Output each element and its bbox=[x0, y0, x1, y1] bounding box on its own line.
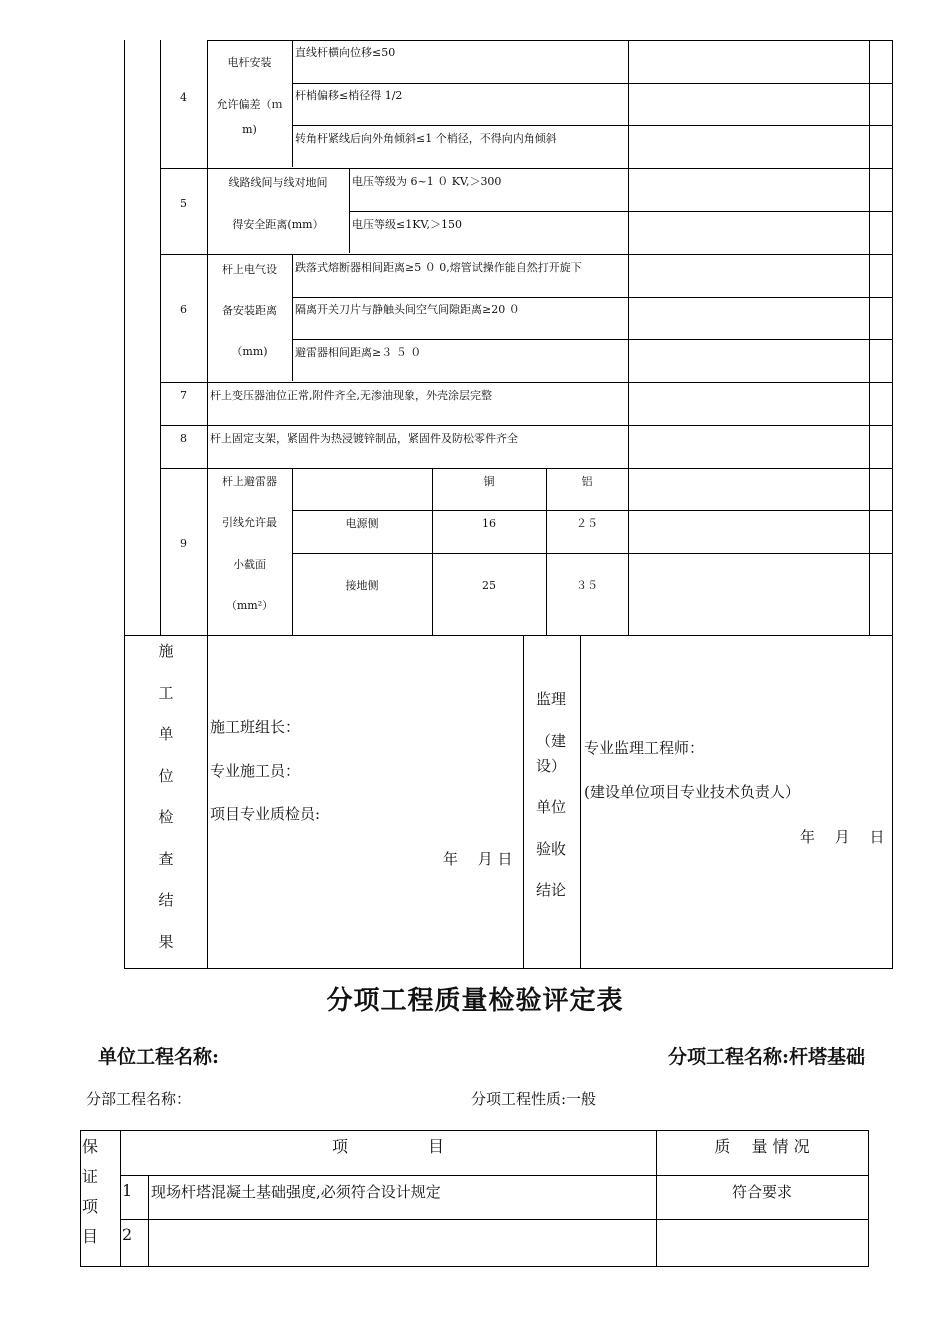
item-label: 杆上电气设 bbox=[222, 263, 277, 276]
copper-header: 铜 bbox=[483, 475, 495, 488]
criterion-text: 杆上变压器油位正常,附件齐全,无渗油现象，外壳涂层完整 bbox=[210, 389, 492, 402]
copper-value: 16 bbox=[482, 517, 496, 530]
sub-project-label: 分项工程名称:杆塔基础 bbox=[668, 1046, 866, 1068]
criterion-text: 杆梢偏移≤梢径得 1/2 bbox=[295, 89, 403, 102]
criterion-text: 转角杆紧线后向外角倾斜≤1 个梢径，不得向内角倾斜 bbox=[295, 132, 557, 145]
unit-project-label: 单位工程名称: bbox=[98, 1046, 220, 1068]
construction-date: 年 月 日 bbox=[443, 850, 513, 868]
supervision-engineer-label: 专业监理工程师： bbox=[584, 739, 705, 757]
side-label: 接地侧 bbox=[345, 579, 379, 592]
criterion-text: 电压等级≤1KV,＞150 bbox=[352, 218, 462, 231]
item-label: （mm) bbox=[231, 345, 268, 358]
col-item-header: 项 目 bbox=[331, 1137, 444, 1156]
criterion-text: 电压等级为 6~1 ０ KV,＞300 bbox=[352, 175, 502, 188]
col-quality-header: 质 量 情 况 bbox=[714, 1137, 810, 1156]
item-label: （mm²） bbox=[225, 599, 274, 612]
item-label: 杆上避雷器 bbox=[222, 475, 277, 488]
item-label: m) bbox=[242, 123, 257, 136]
form-title: 分项工程质量检验评定表 bbox=[326, 986, 624, 1016]
item-label: 小截面 bbox=[233, 558, 266, 571]
item-label: 线路线间与线对地间 bbox=[228, 176, 328, 189]
item-label: 备安装距离 bbox=[222, 304, 277, 317]
aluminum-value: ３５ bbox=[576, 579, 598, 592]
aluminum-header: 铝 bbox=[581, 475, 593, 488]
construction-worker-label: 专业施工员： bbox=[210, 762, 301, 780]
document-page: 4 电杆安装 允许偏差（ｍ m) 直线杆横向位移≤50 杆梢偏移≤梢径得 1/2 转角杆紧线后向外角倾斜≤1 个梢径，不得向内角倾斜 5 线路线间与线对地间 得安全距离(mm） 电压等级为 6~1 ０ KV,＞300 电压等级≤1KV,＞150 6 杆上电气设 备安装距离 （mm) 跌落式熔断器相间距离≥5 ０ 0,熔管试操作能自然打开旋下 隔离开关刀片与静触头间空气间隙距离≥20 ０ 避雷器相间距离≥３ ５ ０ 7 杆上变压器油位正常,附件齐全,无渗油现象，外壳涂层完整 8 杆上固定支架，紧固件为热浸镀锌制品，紧固件及防松零件齐全 9 杆上避雷器 引线允许最 小截面 （mm²） 铜 铝 电源侧 16 ２５ 接地侧 25 ３５ 施 工 单 位 检 查 结 果 施工班组长： 专业施工员： 项目专业质检员: 年 月 日 监理 （建 设） 单位 验收 结论 专业监理工程师： (建设单位项目专业技术负责人） 年 月 日 分项工程质量检验评定表 单位工程名称: 分项工程名称:杆塔基础 分部工程名称： 分项工程性质:一般 保 证 项 目 项 目 质 量 情 况 1 现场杆塔混凝土基础强度,必须符合设计规定 符合要求 2 bbox=[0, 0, 950, 1344]
team-leader-label: 施工班组长： bbox=[210, 718, 301, 736]
supervision-date: 年 月 日 bbox=[800, 828, 885, 846]
division-project-label: 分部工程名称： bbox=[86, 1090, 192, 1108]
row-no: 9 bbox=[180, 537, 187, 550]
item-label: 允许偏差（ｍ bbox=[216, 98, 283, 111]
project-nature-label: 分项工程性质:一般 bbox=[471, 1090, 597, 1108]
inspection-table: 4 电杆安装 允许偏差（ｍ m) 直线杆横向位移≤50 杆梢偏移≤梢径得 1/2 转角杆紧线后向外角倾斜≤1 个梢径，不得向内角倾斜 5 线路线间与线对地间 得安全距离(mm） 电压等级为 6~1 ０ KV,＞300 电压等级≤1KV,＞150 6 杆上电气设 备安装距离 （mm) 跌落式熔断器相间距离≥5 ０ 0,熔管试操作能自然打开旋下 隔离开关刀片与静触头间空气间隙距离≥20 ０ 避雷器相间距离≥３ ５ ０ 7 杆上变压器油位正常,附件齐全,无渗油现象，外壳涂层完整 8 杆上固定支架，紧固件为热浸镀锌制品，紧固件及防松零件齐全 9 杆上避雷器 引线允许最 小截面 （mm²） 铜 铝 电源侧 16 ２５ 接地侧 25 ３５ 施 工 单 位 检 查 结 果 施工班组长： 专业施工员： 项目专业质检员: 年 月 日 监理 （建 设） 单位 验收 结论 专业监理工程师： (建设单位项目专业技术负责人） 年 月 日 bbox=[0, 0, 950, 970]
item-label: 引线允许最 bbox=[222, 516, 277, 529]
item-no: 2 bbox=[122, 1225, 133, 1244]
owner-tech-lead-label: (建设单位项目专业技术负责人） bbox=[584, 783, 800, 801]
copper-value: 25 bbox=[482, 579, 496, 592]
row-no: 5 bbox=[180, 197, 187, 210]
quality-inspector-label: 项目专业质检员: bbox=[210, 805, 321, 823]
item-label: 电杆安装 bbox=[227, 56, 272, 69]
criterion-text: 跌落式熔断器相间距离≥5 ０ 0,熔管试操作能自然打开旋下 bbox=[295, 261, 582, 274]
row-no: 8 bbox=[180, 432, 187, 445]
item-label: 得安全距离(mm） bbox=[232, 218, 324, 231]
row-no: 6 bbox=[180, 303, 187, 316]
row-no: 4 bbox=[180, 91, 187, 104]
item-no: 1 bbox=[122, 1181, 133, 1200]
item-text: 现场杆塔混凝土基础强度,必须符合设计规定 bbox=[151, 1183, 441, 1201]
criterion-text: 直线杆横向位移≤50 bbox=[295, 46, 396, 59]
row-no: 7 bbox=[180, 389, 187, 402]
item-quality: 符合要求 bbox=[731, 1183, 792, 1201]
criterion-text: 避雷器相间距离≥３ ５ ０ bbox=[295, 346, 422, 359]
criterion-text: 隔离开关刀片与静触头间空气间隙距离≥20 ０ bbox=[295, 303, 520, 316]
criterion-text: 杆上固定支架，紧固件为热浸镀锌制品，紧固件及防松零件齐全 bbox=[210, 432, 518, 445]
aluminum-value: ２５ bbox=[576, 517, 598, 530]
side-label: 电源侧 bbox=[345, 517, 379, 530]
